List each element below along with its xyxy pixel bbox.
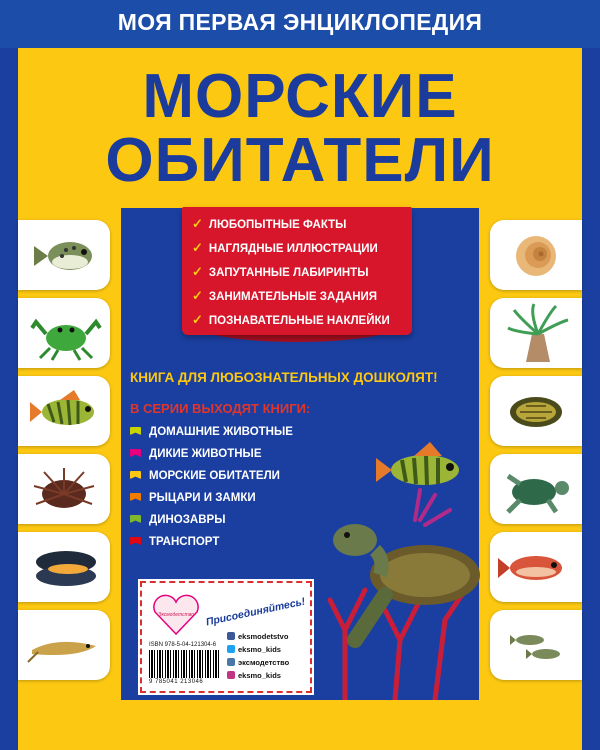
book-list-item	[130, 448, 262, 460]
social-label: эксмодетство	[238, 658, 290, 667]
pufferfish-icon	[18, 220, 110, 290]
bookmark-icon	[130, 427, 141, 435]
book-label: РЫЦАРИ И ЗАМКИ	[149, 492, 256, 504]
snail-shell-card	[490, 220, 582, 290]
social-label: eksmodetstvo	[238, 632, 289, 641]
left-card-column	[18, 208, 121, 700]
catfish-card	[18, 610, 110, 680]
feature-label: ПОЗНАВАТЕЛЬНЫЕ НАКЛЕЙКИ	[208, 315, 390, 327]
small-fish-icon	[490, 610, 582, 680]
mussel-card	[18, 532, 110, 602]
heart-logo	[151, 594, 201, 636]
bookmark-icon	[130, 515, 141, 523]
barcode-digits: 9 785041 213046	[149, 679, 204, 685]
facebook-icon	[227, 632, 235, 640]
barcode	[149, 650, 221, 678]
pufferfish-card	[18, 220, 110, 290]
social-link-facebook[interactable]	[227, 632, 288, 641]
turtle-coral-illustration	[305, 480, 480, 700]
small-fish-card	[490, 610, 582, 680]
crab-card	[18, 298, 110, 368]
check-icon: ✓	[192, 264, 203, 279]
twitter-icon	[227, 645, 235, 653]
book-list-item	[130, 514, 225, 526]
postcard-panel	[138, 579, 314, 695]
chiton-card	[490, 376, 582, 446]
bookmark-icon	[130, 449, 141, 457]
bookmark-icon	[130, 493, 141, 501]
sea-urchin-card	[18, 454, 110, 524]
check-icon: ✓	[192, 312, 203, 327]
bookmark-icon	[130, 471, 141, 479]
heart-text: Эксмодетство	[157, 612, 195, 618]
series-title: МОЯ ПЕРВАЯ ЭНЦИКЛОПЕДИЯ	[117, 9, 483, 35]
top-bar	[0, 0, 600, 48]
book-label: ДИКИЕ ЖИВОТНЫЕ	[149, 448, 262, 460]
feature-label: НАГЛЯДНЫЕ ИЛЛЮСТРАЦИИ	[208, 243, 378, 255]
feature-label: ЗАНИМАТЕЛЬНЫЕ ЗАДАНИЯ	[208, 291, 378, 303]
book-title-line1: МОРСКИЕ	[142, 62, 458, 131]
book-list-item	[130, 492, 256, 504]
crab-icon	[18, 298, 110, 368]
red-fish-card	[490, 532, 582, 602]
join-text: Присоединяйтесь!	[204, 595, 307, 629]
sea-turtle-icon	[490, 454, 582, 524]
mussel-icon	[18, 532, 110, 602]
book-label: ТРАНСПОРТ	[149, 536, 220, 548]
book-label: МОРСКИЕ ОБИТАТЕЛИ	[149, 470, 280, 482]
feature-label: ЗАПУТАННЫЕ ЛАБИРИНТЫ	[208, 267, 369, 279]
feature-item	[192, 288, 377, 304]
chiton-icon	[490, 376, 582, 446]
feature-item	[192, 264, 368, 280]
book-list-item	[130, 426, 293, 438]
social-label: eksmo_kids	[238, 671, 281, 680]
books-heading: В СЕРИИ ВЫХОДЯТ КНИГИ:	[130, 401, 311, 416]
sea-anemone-icon	[490, 298, 582, 368]
bookmark-icon	[130, 537, 141, 545]
book-label: ДИНОЗАВРЫ	[149, 514, 226, 526]
catfish-icon	[18, 610, 110, 680]
feature-item	[192, 312, 390, 328]
book-title-line2: ОБИТАТЕЛИ	[105, 126, 495, 195]
book-label: ДОМАШНИЕ ЖИВОТНЫЕ	[149, 426, 293, 438]
instagram-icon	[227, 671, 235, 679]
perch-icon	[18, 376, 110, 446]
feature-item	[192, 240, 378, 256]
sea-anemone-card	[490, 298, 582, 368]
snail-shell-icon	[490, 220, 582, 290]
check-icon: ✓	[192, 216, 203, 231]
bottom-strip	[18, 700, 582, 750]
social-link-instagram[interactable]	[227, 671, 281, 680]
social-link-twitter[interactable]	[227, 645, 281, 654]
sea-urchin-icon	[18, 454, 110, 524]
feature-label: ЛЮБОПЫТНЫЕ ФАКТЫ	[208, 219, 347, 231]
book-list-item	[130, 536, 219, 548]
perch-card	[18, 376, 110, 446]
lead-text: КНИГА ДЛЯ ЛЮБОЗНАТЕЛЬНЫХ ДОШКОЛЯТ!	[130, 370, 438, 385]
features-ribbon	[182, 207, 412, 335]
vk-icon	[227, 658, 235, 666]
check-icon: ✓	[192, 240, 203, 255]
check-icon: ✓	[192, 288, 203, 303]
sea-turtle-card	[490, 454, 582, 524]
social-label: eksmo_kids	[238, 645, 281, 654]
right-card-column	[479, 208, 582, 700]
red-fish-icon	[490, 532, 582, 602]
book-list-item	[130, 470, 280, 482]
feature-item	[192, 216, 346, 232]
isbn-text: ISBN 978-5-04-121304-6	[149, 642, 217, 648]
social-link-vk[interactable]	[227, 658, 289, 667]
